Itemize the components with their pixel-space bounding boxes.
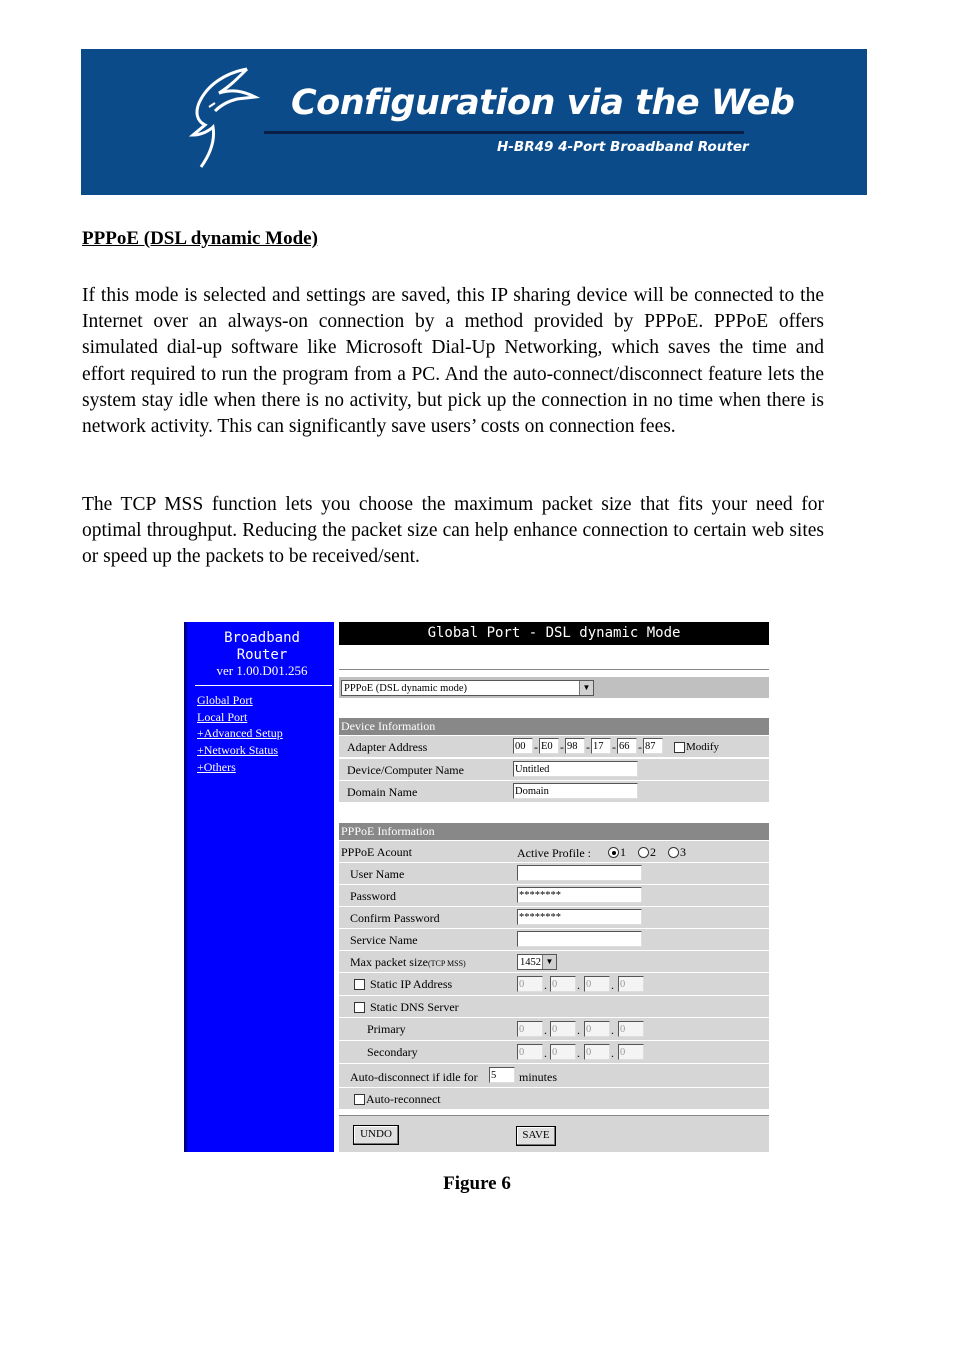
sidebar-item-others[interactable]: +Others	[197, 760, 236, 774]
secondary-dns-row: Secondary 0 . 0 . 0 . 0	[339, 1041, 769, 1064]
sidebar-item-network-status[interactable]: +Network Status	[197, 743, 279, 757]
router-config-screenshot	[184, 622, 769, 1152]
computer-name-input[interactable]: Untitled	[513, 761, 638, 777]
password-label: Password	[350, 889, 397, 903]
mss-row	[339, 951, 769, 973]
pppoe-info-header: PPPoE Information	[339, 823, 769, 840]
profile-1-label: 1	[620, 845, 626, 859]
service-name-label: Service Name	[350, 933, 418, 947]
auto-reconnect-checkbox[interactable]	[354, 1094, 365, 1105]
adapter-address-label: Adapter Address	[347, 740, 428, 754]
banner-title: Configuration via the Web	[291, 83, 795, 123]
section-heading: PPPoE (DSL dynamic Mode)	[82, 228, 318, 249]
mac-field-5[interactable]: 66	[617, 738, 637, 754]
static-ip-octet-4[interactable]: 0	[618, 976, 644, 992]
divider	[339, 669, 769, 670]
minutes-label: minutes	[519, 1070, 557, 1084]
undo-button[interactable]: UNDO	[353, 1125, 399, 1145]
figure-caption: Figure 6	[443, 1173, 511, 1194]
confirm-password-label: Confirm Password	[350, 911, 440, 925]
primary-dns-octet-1[interactable]: 0	[517, 1021, 543, 1037]
static-dns-label: Static DNS Server	[370, 1000, 459, 1014]
static-ip-label: Static IP Address	[370, 977, 453, 991]
mac-field-6[interactable]: 87	[643, 738, 663, 754]
password-row	[339, 885, 769, 907]
sidebar-divider	[195, 685, 332, 686]
domain-name-input[interactable]: Domain	[513, 783, 638, 799]
primary-dns-octet-2[interactable]: 0	[550, 1021, 576, 1037]
primary-dns-octet-4[interactable]: 0	[618, 1021, 644, 1037]
mss-label: Max packet size(TCP MSS)	[350, 955, 466, 969]
static-ip-octet-1[interactable]: 0	[517, 976, 543, 992]
static-ip-row: Static IP Address 0 . 0 . 0 . 0	[339, 973, 769, 996]
paragraph-tcp-mss: The TCP MSS function lets you choose the maximum packet size that fits your need for optimal throughput. Reducing the packet size can help enhance connection to certain web sites or speed up the packets to be received/sent.	[82, 494, 824, 568]
idle-minutes-input[interactable]: 5	[489, 1067, 515, 1083]
main-panel	[339, 622, 769, 1152]
pppoe-account-row	[339, 841, 769, 863]
mss-select[interactable]	[517, 954, 557, 970]
secondary-dns-octet-1[interactable]: 0	[517, 1044, 543, 1060]
modify-label: Modify	[686, 741, 719, 753]
service-name-row	[339, 929, 769, 951]
active-profile-label: Active Profile :	[517, 846, 591, 860]
banner-divider	[264, 131, 744, 134]
static-ip-octet-2[interactable]: 0	[550, 976, 576, 992]
pppoe-account-label: PPPoE Acount	[341, 845, 413, 859]
mode-select[interactable]	[341, 680, 594, 696]
computer-name-label: Device/Computer Name	[347, 763, 464, 777]
sidebar	[184, 622, 334, 1152]
mss-select-value: 1452	[520, 957, 541, 968]
profile-2-label: 2	[650, 845, 656, 859]
mode-select-value: PPPoE (DSL dynamic mode)	[344, 683, 467, 694]
static-dns-checkbox[interactable]	[354, 1002, 365, 1013]
adapter-address-row: Adapter Address 00 - E0 - 98 - 17 - 66 - 87 Modify	[339, 736, 769, 758]
secondary-dns-octet-3[interactable]: 0	[584, 1044, 610, 1060]
secondary-dns-octet-4[interactable]: 0	[618, 1044, 644, 1060]
mac-field-1[interactable]: 00	[513, 738, 533, 754]
firmware-version: ver 1.00.D01.256	[216, 663, 308, 678]
secondary-dns-label: Secondary	[367, 1045, 418, 1059]
page-title: Global Port - DSL dynamic Mode	[339, 622, 769, 645]
static-ip-checkbox[interactable]	[354, 979, 365, 990]
header-banner	[81, 49, 867, 195]
username-input[interactable]	[517, 865, 642, 881]
service-name-input[interactable]	[517, 931, 642, 947]
sidebar-item-local-port[interactable]: Local Port	[197, 710, 248, 724]
brand-line-2: Router	[236, 647, 288, 663]
modify-checkbox[interactable]	[674, 742, 685, 753]
profile-3-label: 3	[680, 845, 686, 859]
static-ip-octet-3[interactable]: 0	[584, 976, 610, 992]
banner-subtitle: H-BR49 4-Port Broadband Router	[497, 139, 749, 155]
username-row	[339, 863, 769, 885]
save-button[interactable]: SAVE	[516, 1126, 556, 1146]
device-info-header: Device Information	[339, 718, 769, 735]
confirm-password-row	[339, 907, 769, 929]
chevron-down-icon[interactable]: ▼	[579, 681, 593, 695]
paragraph-pppoe: If this mode is selected and settings are saved, this IP sharing device will be connected to the Internet over an always-on connection by a method provided by PPPoE. PPPoE offers simulated dial-up software like Microsoft Dial-Up Networking, which saves the time and effort required to run the program from a PC. And the auto-connect/disconnect feature lets the system stay idle when there is no activity, but pick up the connection in no time when there is network activity. This can significantly save users’ costs on connection fees.	[82, 285, 824, 438]
brand-line-1: Broadband	[224, 630, 300, 646]
auto-disconnect-row	[339, 1064, 769, 1088]
confirm-password-input[interactable]: ********	[517, 909, 642, 925]
profile-2-radio[interactable]	[638, 847, 649, 858]
domain-name-label: Domain Name	[347, 785, 418, 799]
password-input[interactable]: ********	[517, 887, 642, 903]
domain-name-row	[339, 781, 769, 803]
chevron-down-icon[interactable]: ▼	[542, 955, 556, 969]
auto-disconnect-label: Auto-disconnect if idle for	[350, 1070, 478, 1084]
auto-reconnect-label: Auto-reconnect	[366, 1092, 441, 1106]
username-label: User Name	[350, 867, 405, 881]
sidebar-item-global-port[interactable]: Global Port	[197, 693, 253, 707]
mac-field-4[interactable]: 17	[591, 738, 611, 754]
primary-dns-label: Primary	[367, 1022, 406, 1036]
auto-reconnect-row	[339, 1088, 769, 1110]
profile-1-radio[interactable]	[608, 847, 619, 858]
eagle-logo-icon	[185, 63, 265, 173]
profile-3-radio[interactable]	[668, 847, 679, 858]
primary-dns-row: Primary 0 . 0 . 0 . 0	[339, 1018, 769, 1041]
secondary-dns-octet-2[interactable]: 0	[550, 1044, 576, 1060]
mac-field-2[interactable]: E0	[539, 738, 559, 754]
primary-dns-octet-3[interactable]: 0	[584, 1021, 610, 1037]
computer-name-row	[339, 759, 769, 781]
sidebar-item-advanced-setup[interactable]: +Advanced Setup	[197, 726, 283, 740]
static-dns-row	[339, 996, 769, 1018]
mac-field-3[interactable]: 98	[565, 738, 585, 754]
